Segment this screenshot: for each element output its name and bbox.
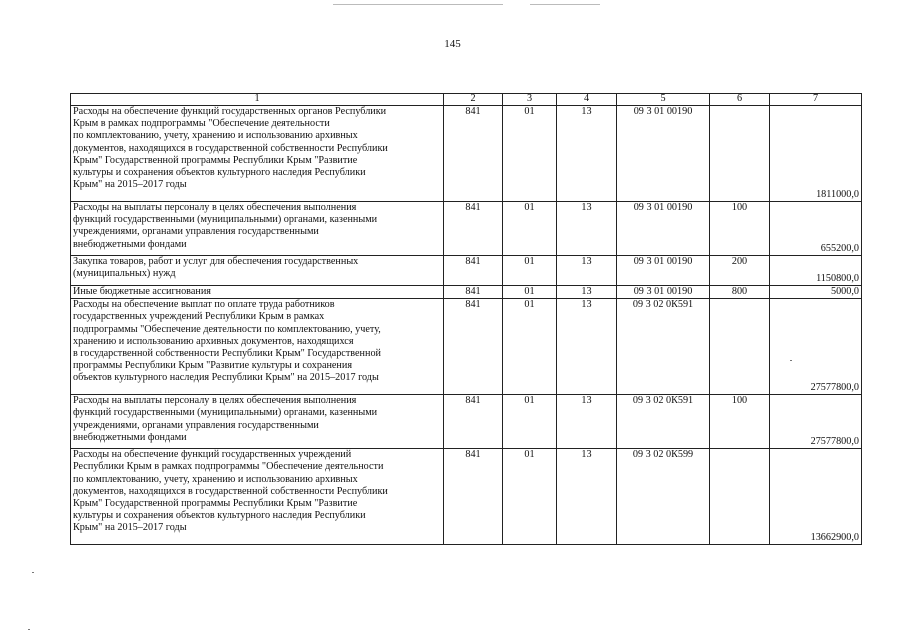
row-description: Иные бюджетные ассигнования <box>71 286 444 299</box>
row-description: Расходы на обеспечение функций государственных органов Республики Крым в рамках подпрограммы "Обеспечение деятельности по комплектованию, учету, хранению и использованию архивных документов, находящихся в государственной собственности Республики Крым" Государственной программы Республики Крым "Развитие культуры и сохранения объектов культурного наследия Республики Крым" на 2015–2017 годы <box>71 106 444 202</box>
ministry-code: 841 <box>444 299 503 395</box>
expense-type-code: 800 <box>710 286 770 299</box>
expense-type-code <box>710 449 770 545</box>
table-row <box>71 395 862 449</box>
page-number: 145 <box>444 38 461 50</box>
ministry-code: 841 <box>444 202 503 256</box>
subsection-code: 13 <box>557 106 617 202</box>
row-description: Расходы на обеспечение выплат по оплате труда работников государственных учреждений Республики Крым в рамках подпрограммы "Обеспечение деятельности по комплектованию, учету, хранению и использованию архивных документов, находящихся в государственной собственности Республики Крым" Государственной программы Республики Крым "Развитие культуры и сохранения объектов культурного наследия Республики Крым" на 2015–2017 годы <box>71 299 444 395</box>
column-header: 1 <box>71 94 444 106</box>
subsection-code: 13 <box>557 395 617 449</box>
scan-speck <box>790 360 792 361</box>
row-description: Расходы на обеспечение функций государственных учреждений Республики Крым в рамках подпрограммы "Обеспечение деятельности по комплектованию, учету, хранению и использованию архивных документов, находящихся в государственной собственности Республики Крым" Государственной программы Республики Крым "Развитие культуры и сохранения объектов культурного наследия Республики Крым" на 2015–2017 годы <box>71 449 444 545</box>
budget-table <box>70 93 862 545</box>
subsection-code: 13 <box>557 256 617 286</box>
ministry-code: 841 <box>444 286 503 299</box>
amount-value: 5000,0 <box>770 286 862 299</box>
section-code: 01 <box>503 449 557 545</box>
section-code: 01 <box>503 395 557 449</box>
section-code: 01 <box>503 202 557 256</box>
section-code: 01 <box>503 106 557 202</box>
table-row <box>71 202 862 256</box>
table-row <box>71 106 862 202</box>
expense-type-code: 100 <box>710 395 770 449</box>
target-article-code: 09 3 02 0К599 <box>617 449 710 545</box>
column-number-row <box>71 94 862 106</box>
amount-value: 1811000,0 <box>770 106 862 202</box>
ministry-code: 841 <box>444 106 503 202</box>
scan-edge-line <box>530 4 600 5</box>
target-article-code: 09 3 02 0К591 <box>617 299 710 395</box>
target-article-code: 09 3 02 0К591 <box>617 395 710 449</box>
column-header: 4 <box>557 94 617 106</box>
column-header: 5 <box>617 94 710 106</box>
amount-value: 1150800,0 <box>770 256 862 286</box>
subsection-code: 13 <box>557 299 617 395</box>
scan-edge-line <box>333 4 503 5</box>
amount-value: 13662900,0 <box>770 449 862 545</box>
scan-speck <box>28 629 30 630</box>
table-row <box>71 256 862 286</box>
column-header: 3 <box>503 94 557 106</box>
ministry-code: 841 <box>444 256 503 286</box>
row-description: Расходы на выплаты персоналу в целях обеспечения выполнения функций государственными (муниципальными) органами, казенными учреждениями, органами управления государственными внебюджетными фондами <box>71 202 444 256</box>
subsection-code: 13 <box>557 286 617 299</box>
subsection-code: 13 <box>557 202 617 256</box>
amount-value: 655200,0 <box>770 202 862 256</box>
expense-type-code: 100 <box>710 202 770 256</box>
row-description: Расходы на выплаты персоналу в целях обеспечения выполнения функций государственными (муниципальными) органами, казенными учреждениями, органами управления государственными внебюджетными фондами <box>71 395 444 449</box>
ministry-code: 841 <box>444 395 503 449</box>
table-row <box>71 449 862 545</box>
column-header: 6 <box>710 94 770 106</box>
section-code: 01 <box>503 256 557 286</box>
subsection-code: 13 <box>557 449 617 545</box>
section-code: 01 <box>503 299 557 395</box>
table-row <box>71 286 862 299</box>
ministry-code: 841 <box>444 449 503 545</box>
expense-type-code <box>710 299 770 395</box>
table-row <box>71 299 862 395</box>
scan-speck <box>32 572 34 573</box>
section-code: 01 <box>503 286 557 299</box>
column-header: 7 <box>770 94 862 106</box>
row-description: Закупка товаров, работ и услуг для обеспечения государственных (муниципальных) нужд <box>71 256 444 286</box>
amount-value: 27577800,0 <box>770 395 862 449</box>
target-article-code: 09 3 01 00190 <box>617 256 710 286</box>
target-article-code: 09 3 01 00190 <box>617 106 710 202</box>
expense-type-code: 200 <box>710 256 770 286</box>
column-header: 2 <box>444 94 503 106</box>
target-article-code: 09 3 01 00190 <box>617 202 710 256</box>
expense-type-code <box>710 106 770 202</box>
target-article-code: 09 3 01 00190 <box>617 286 710 299</box>
amount-value: 27577800,0 <box>770 299 862 395</box>
